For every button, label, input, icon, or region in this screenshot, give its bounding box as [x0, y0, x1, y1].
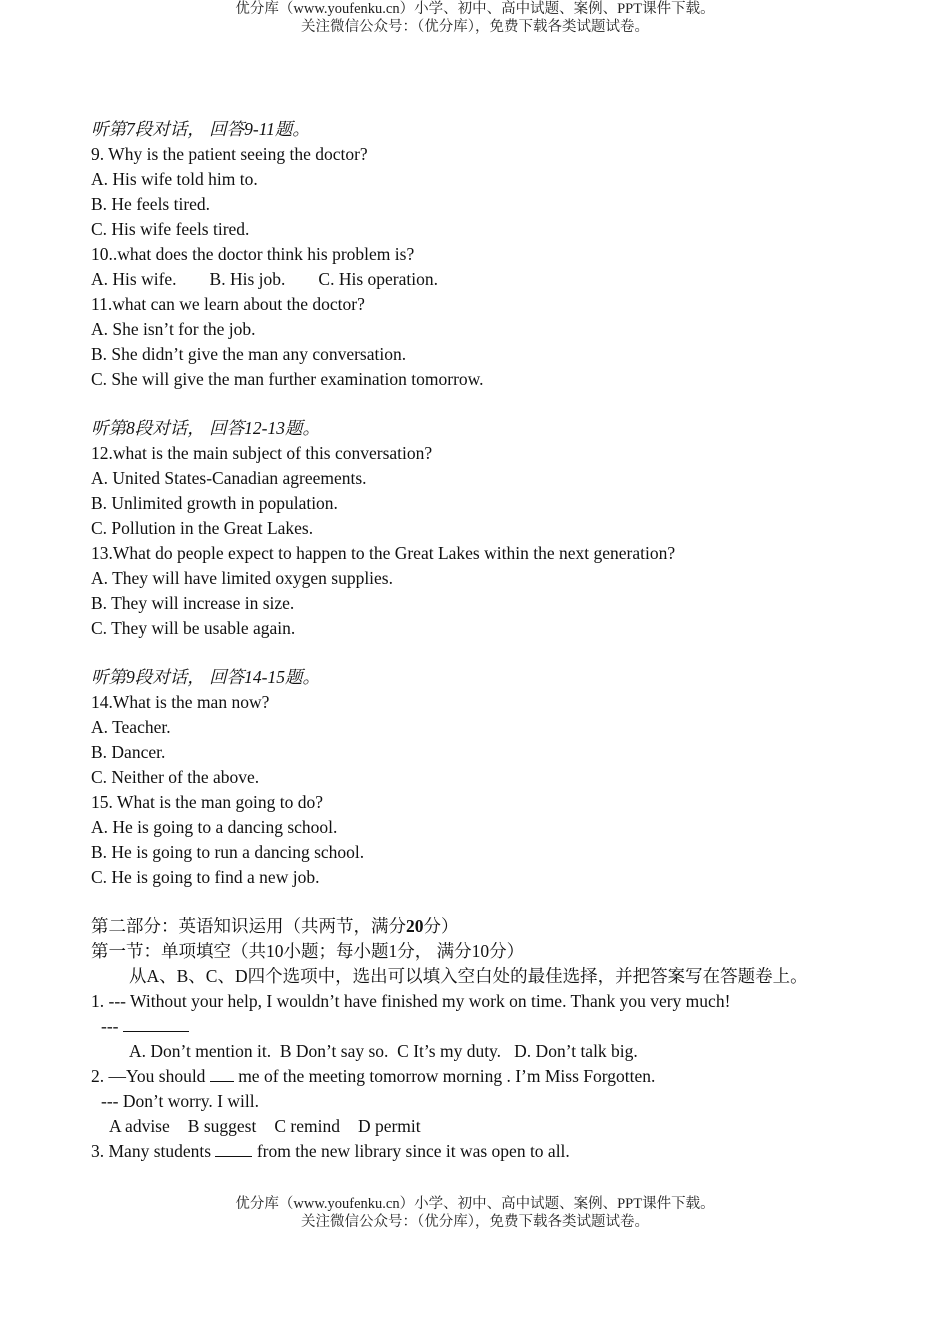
- question-9: 9. Why is the patient seeing the doctor?: [91, 144, 368, 164]
- question-14-option-b: B. Dancer.: [91, 742, 166, 762]
- question-15-option-b: B. He is going to run a dancing school.: [91, 842, 365, 862]
- question-14: 14.What is the man now?: [91, 692, 270, 712]
- document-body: [91, 117, 881, 1164]
- question-12-option-b: B. Unlimited growth in population.: [91, 493, 338, 513]
- question-14-option-c: C. Neither of the above.: [91, 767, 260, 787]
- mc-question-2-pre: 2. —You should: [91, 1066, 206, 1086]
- question-10-option-c: C. His operation.: [318, 269, 438, 289]
- question-10-options: [91, 267, 881, 292]
- mc-question-3-post: from the new library since it was open to all.: [256, 1141, 570, 1161]
- mc-question-2-option-b: B suggest: [187, 1116, 257, 1136]
- section-9-title: 听第9段对话， 回答14-15题。: [91, 667, 320, 687]
- question-13-option-c: C. They will be usable again.: [91, 618, 296, 638]
- part-2-section-1-title: 第一节：单项填空（共10小题；每小题1分， 满分10分）: [91, 941, 525, 961]
- part-2-title-post: 分）: [423, 916, 459, 936]
- question-13-option-b: B. They will increase in size.: [91, 593, 295, 613]
- page-header: [0, 0, 950, 36]
- mc-question-2-post: me of the meeting tomorrow morning . I’m Miss Forgotten.: [238, 1066, 656, 1086]
- question-12: 12.what is the main subject of this conversation?: [91, 443, 433, 463]
- mc-question-3-blank: [215, 1139, 252, 1157]
- question-11-option-a: A. She isn’t for the job.: [91, 319, 256, 339]
- mc-question-2: [91, 1064, 881, 1089]
- question-9-option-c: C. His wife feels tired.: [91, 219, 250, 239]
- question-15-option-c: C. He is going to find a new job.: [91, 867, 320, 887]
- mc-question-1-options: A. Don’t mention it. B Don’t say so. C It’s my duty. D. Don’t talk big.: [129, 1041, 638, 1061]
- section-8-title: 听第8段对话， 回答12-13题。: [91, 418, 320, 438]
- footer-line-1: 优分库（www.youfenku.cn）小学、初中、高中试题、案例、PPT课件下载。: [235, 1196, 715, 1212]
- question-10: 10..what does the doctor think his problem is?: [91, 244, 415, 264]
- question-11: 11.what can we learn about the doctor?: [91, 294, 365, 314]
- question-12-option-c: C. Pollution in the Great Lakes.: [91, 518, 314, 538]
- part-2-title-pre: 第二部分：英语知识运用（共两节，满分: [91, 916, 406, 936]
- part-2-instruction: 从A、B、C、D四个选项中，选出可以填入空白处的最佳选择，并把答案写在答题卷上。: [129, 966, 808, 986]
- question-9-option-a: A. His wife told him to.: [91, 169, 258, 189]
- question-12-option-a: A. United States-Canadian agreements.: [91, 468, 367, 488]
- question-9-option-b: B. He feels tired.: [91, 194, 211, 214]
- question-10-option-b: B. His job.: [209, 269, 286, 289]
- header-line-2: 关注微信公众号：（优分库），免费下载各类试题试卷。: [301, 19, 649, 35]
- mc-question-3: [91, 1139, 881, 1164]
- mc-question-2-option-a: A advise: [109, 1116, 170, 1136]
- mc-question-1-reply: [91, 1014, 881, 1039]
- header-line-1: 优分库（www.youfenku.cn）小学、初中、高中试题、案例、PPT课件下载。: [235, 1, 715, 17]
- mc-question-2-reply: --- Don’t worry. I will.: [101, 1091, 259, 1111]
- section-7-title: 听第7段对话， 回答9-11题。: [91, 119, 310, 139]
- question-15: 15. What is the man going to do?: [91, 792, 324, 812]
- page-footer: [0, 1195, 950, 1231]
- question-11-option-c: C. She will give the man further examination tomorrow.: [91, 369, 484, 389]
- question-10-option-a: A. His wife.: [91, 269, 177, 289]
- mc-question-2-option-d: D permit: [357, 1116, 421, 1136]
- mc-question-1-reply-dashes: ---: [101, 1016, 119, 1036]
- question-11-option-b: B. She didn’t give the man any conversation.: [91, 344, 407, 364]
- part-2-score: 20: [406, 916, 424, 936]
- part-2-title: [91, 914, 881, 939]
- question-13-option-a: A. They will have limited oxygen supplies.: [91, 568, 393, 588]
- question-14-option-a: A. Teacher.: [91, 717, 171, 737]
- mc-question-1: 1. --- Without your help, I wouldn’t have finished my work on time. Thank you very much!: [91, 991, 731, 1011]
- mc-question-2-options: [91, 1114, 881, 1139]
- question-15-option-a: A. He is going to a dancing school.: [91, 817, 338, 837]
- mc-question-3-pre: 3. Many students: [91, 1141, 212, 1161]
- mc-question-2-option-c: C remind: [274, 1116, 340, 1136]
- question-13: 13.What do people expect to happen to the Great Lakes within the next generation?: [91, 543, 676, 563]
- mc-question-1-blank: [123, 1014, 189, 1032]
- mc-question-2-blank: [210, 1064, 234, 1082]
- footer-line-2: 关注微信公众号：（优分库），免费下载各类试题试卷。: [301, 1214, 649, 1230]
